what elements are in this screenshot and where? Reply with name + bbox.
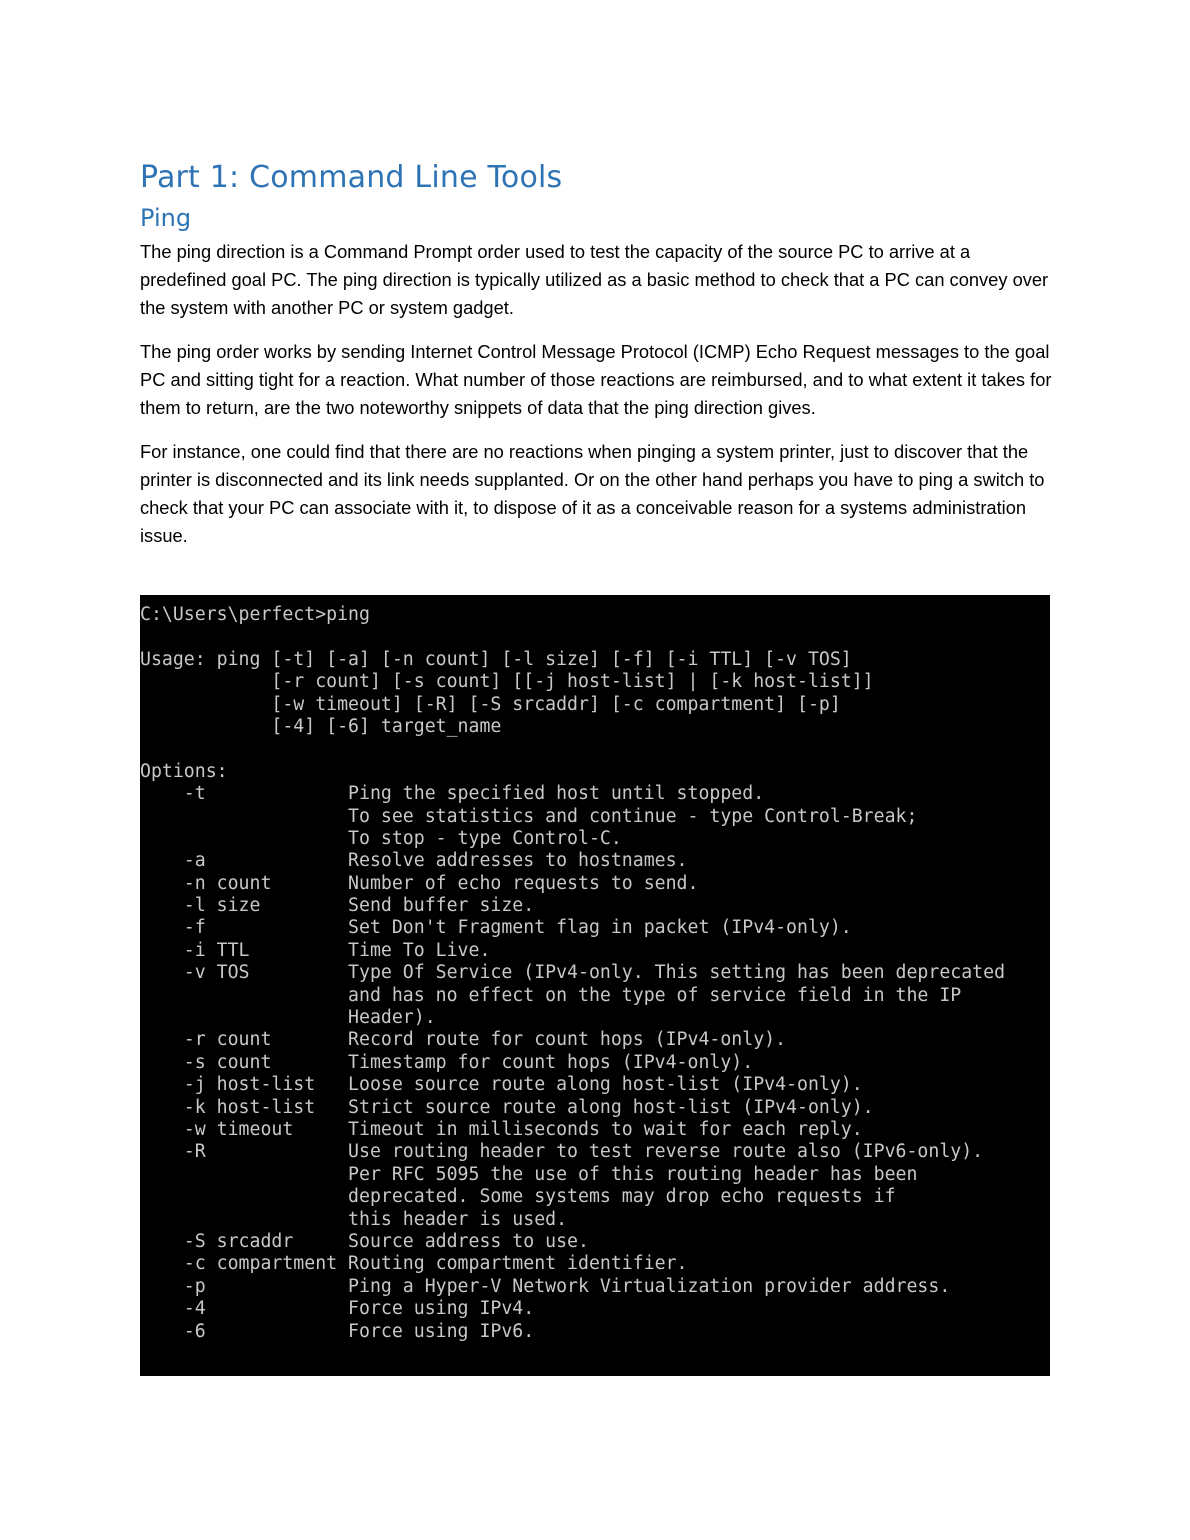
terminal-line: -4 Force using IPv4.: [140, 1298, 535, 1320]
terminal-line: -j host-list Loose source route along host-list (IPv4-only).: [140, 1074, 863, 1096]
terminal-line: and has no effect on the type of service field in the IP: [140, 984, 962, 1006]
terminal-line: To see statistics and continue - type Control-Break;: [140, 805, 918, 827]
terminal-line: [140, 626, 1050, 648]
terminal-line: -v TOS Type Of Service (IPv4-only. This setting has been deprecated: [140, 962, 1006, 984]
terminal-line: -c compartment Routing compartment identifier.: [140, 1253, 688, 1275]
terminal-line: -t Ping the specified host until stopped.: [140, 783, 765, 805]
terminal-line: -6 Force using IPv6.: [140, 1320, 535, 1342]
terminal-line: -a Resolve addresses to hostnames.: [140, 850, 688, 872]
paragraph: For instance, one could find that there are no reactions when pinging a system printer, just to discover that the printer is disconnected and its link needs supplanted. Or on the other hand perhaps you have to ping a switch to check that your PC can associate with it, to dispose of it as a conceivable reason for a systems administration issue.: [140, 441, 1045, 546]
paragraph: The ping order works by sending Internet Control Message Protocol (ICMP) Echo Request messages to the goal PC and sitting tight for a reaction. What number of those reactions are reimbursed, and to what extent it takes for them to return, are the two noteworthy snippets of data that the ping direction gives.: [140, 341, 1052, 418]
terminal-line: Options:: [140, 760, 228, 782]
page-title: Part 1: Command Line Tools: [140, 160, 563, 195]
terminal-line: -S srcaddr Source address to use.: [140, 1230, 589, 1252]
terminal-line: To stop - type Control-C.: [140, 827, 622, 849]
terminal-line: Header).: [140, 1007, 436, 1029]
terminal-line: -R Use routing header to test reverse route also (IPv6-only).: [140, 1141, 984, 1163]
terminal-line: -i TTL Time To Live.: [140, 939, 491, 961]
terminal-line: [-r count] [-s count] [[-j host-list] | [-k host-list]]: [140, 671, 874, 693]
terminal-line: -f Set Don't Fragment flag in packet (IPv4-only).: [140, 917, 852, 939]
command-prompt-screenshot: [140, 595, 1050, 1376]
terminal-line: Usage: ping [-t] [-a] [-n count] [-l size] [-f] [-i TTL] [-v TOS]: [140, 648, 852, 670]
terminal-line: [-w timeout] [-R] [-S srcaddr] [-c compartment] [-p]: [140, 693, 841, 715]
terminal-line: -w timeout Timeout in milliseconds to wait for each reply.: [140, 1118, 863, 1140]
section-heading: Ping: [140, 204, 192, 232]
paragraph: The ping direction is a Command Prompt order used to test the capacity of the source PC to arrive at a predefined goal PC. The ping direction is typically utilized as a basic method to check that a PC can convey over the system with another PC or system gadget.: [140, 241, 1049, 318]
terminal-line: -n count Number of echo requests to send.: [140, 872, 699, 894]
terminal-line: -r count Record route for count hops (IPv4-only).: [140, 1029, 787, 1051]
terminal-line: [-4] [-6] target_name: [140, 715, 502, 737]
terminal-line: -l size Send buffer size.: [140, 895, 535, 917]
terminal-line: Per RFC 5095 the use of this routing header has been: [140, 1163, 918, 1185]
terminal-line: -k host-list Strict source route along host-list (IPv4-only).: [140, 1096, 874, 1118]
terminal-line: deprecated. Some systems may drop echo requests if: [140, 1186, 896, 1208]
terminal-line: [140, 738, 1050, 760]
terminal-line: C:\Users\perfect>ping: [140, 604, 370, 625]
terminal-line: -s count Timestamp for count hops (IPv4-only).: [140, 1051, 754, 1073]
terminal-line: this header is used.: [140, 1208, 568, 1230]
body-text: [140, 238, 1052, 566]
terminal-line: -p Ping a Hyper-V Network Virtualization provider address.: [140, 1275, 951, 1297]
